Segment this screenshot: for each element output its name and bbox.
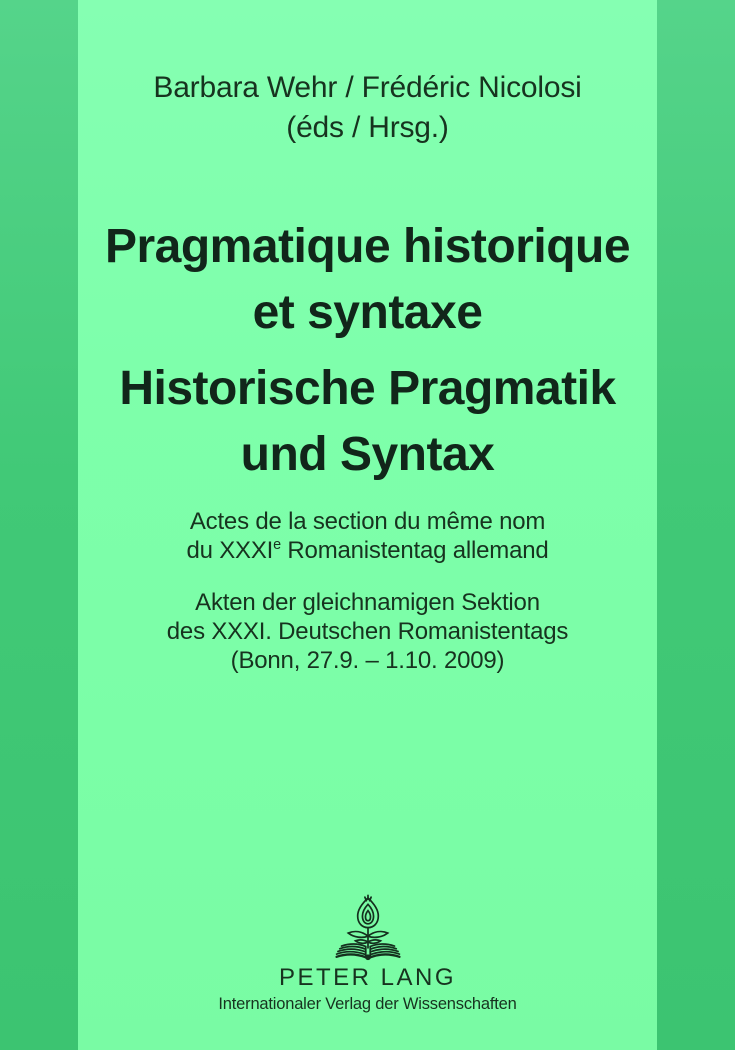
book-title-german-line1: Historische Pragmatik [119,362,616,415]
author-names-line1: Barbara Wehr / Frédéric Nicolosi [153,71,582,104]
book-title-german [78,356,657,488]
subtitle-french-ordinal-superscript: e [273,537,281,553]
book-title-french-line2: et syntaxe [252,286,483,339]
author-names-line2: (éds / Hrsg.) [286,111,449,144]
subtitle-french-line2-prefix: du XXXI [186,537,274,564]
subtitle-german [78,588,657,675]
subtitle-french-line2-suffix: Romanistentag allemand [280,537,549,564]
subtitle-french-line1: Actes de la section du même nom [189,508,546,535]
cover-front-panel [78,0,657,1050]
subtitle-german-line3: (Bonn, 27.9. – 1.10. 2009) [230,647,505,674]
cover-right-edge-band [657,0,735,1050]
book-title-german-line2: und Syntax [240,428,495,481]
book-title-french-line1: Pragmatique historique [104,220,631,273]
author-names [78,68,657,148]
publisher-name: PETER LANG [278,964,457,991]
publisher-logo [78,894,657,964]
subtitle-french-line2 [78,536,657,565]
cover-left-edge-band [0,0,78,1050]
subtitle-german-line1: Akten der gleichnamigen Sektion [195,589,540,616]
publisher-tagline: Internationaler Verlag der Wissenschaften [218,995,517,1013]
book-title-french [78,214,657,346]
subtitle-french [78,507,657,565]
subtitle-german-line2: des XXXI. Deutschen Romanistentags [166,618,569,645]
book-tulip-icon [325,894,411,964]
